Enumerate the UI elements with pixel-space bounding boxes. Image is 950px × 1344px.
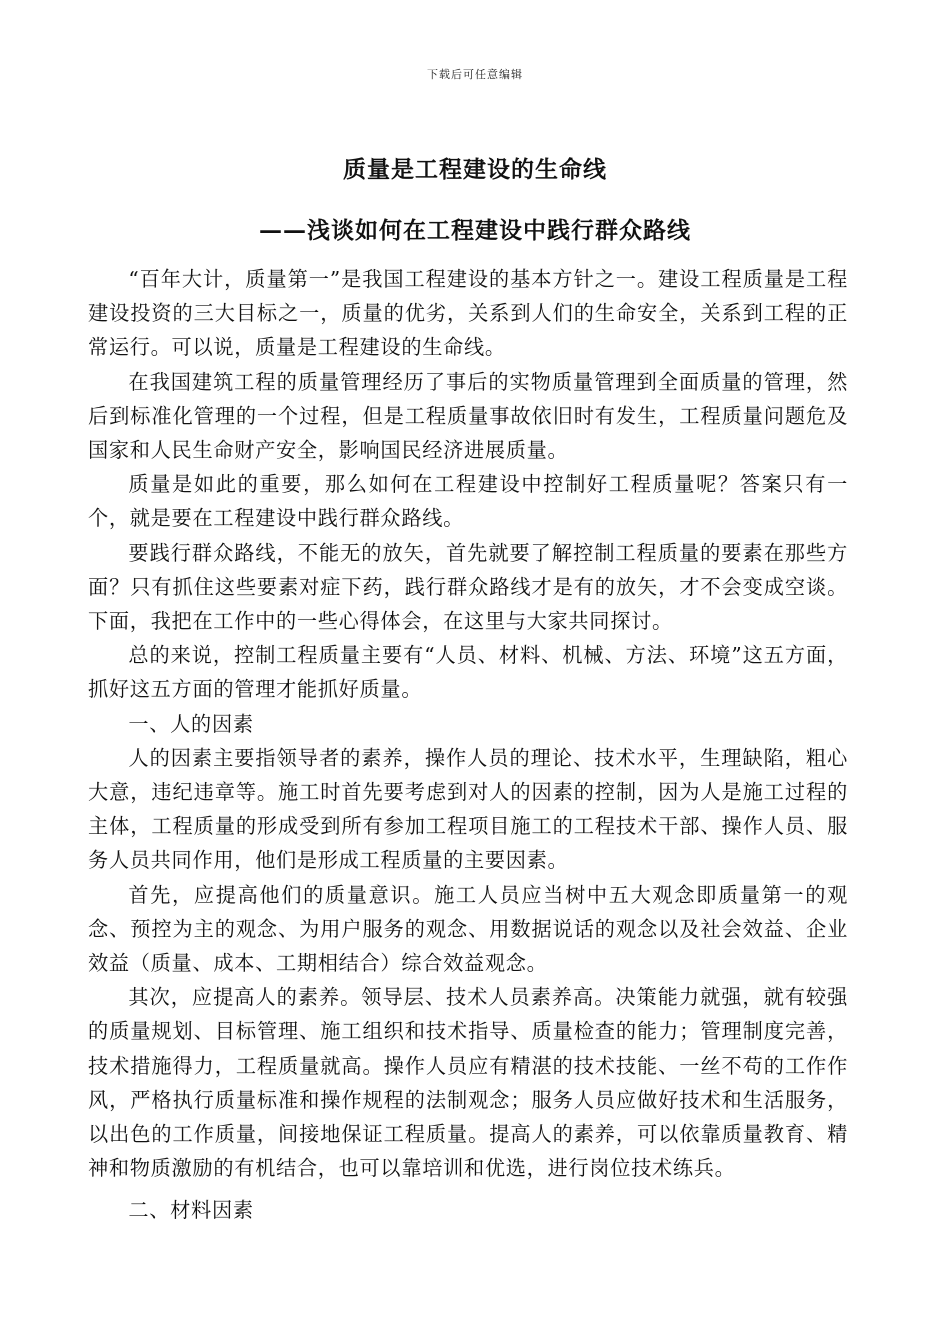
paragraph: 要践行群众路线，不能无的放矢，首先就要了解控制工程质量的要素在那些方面？只有抓住这些要素对症下药，践行群众路线才是有的放矢，才不会变成空谈。下面，我把在工作中的一些心得体会，在这里与大家共同探讨。 <box>88 540 848 634</box>
header-note: 下载后可任意编辑 <box>427 68 523 81</box>
paragraph: 其次，应提高人的素养。领导层、技术人员素养高。决策能力就强，就有较强的质量规划、目标管理、施工组织和技术指导、质量检查的能力；管理制度完善，技术措施得力，工程质量就高。操作人员应有精湛的技术技能、一丝不苟的工作作风，严格执行质量标准和操作规程的法制观念；服务人员应做好技术和生活服务，以出色的工作质量，间接地保证工程质量。提高人的素养，可以依靠质量教育、精神和物质激励的有机结合，也可以靠培训和优选，进行岗位技术练兵。 <box>88 985 848 1181</box>
paragraph: 人的因素主要指领导者的素养，操作人员的理论、技术水平，生理缺陷，粗心大意，违纪违章等。施工时首先要考虑到对人的因素的控制，因为人是施工过程的主体，工程质量的形成受到所有参加工程项目施工的工程技术干部、操作人员、服务人员共同作用，他们是形成工程质量的主要因素。 <box>88 745 848 873</box>
paragraph: 首先，应提高他们的质量意识。施工人员应当树中五大观念即质量第一的观念、预控为主的观念、为用户服务的观念、用数据说话的观念以及社会效益、企业效益（质量、成本、工期相结合）综合效益观念。 <box>88 882 848 976</box>
document-subtitle: ——浅谈如何在工程建设中践行群众路线 <box>259 217 691 244</box>
document-body <box>88 262 848 1228</box>
paragraph: “百年大计，质量第一”是我国工程建设的基本方针之一。建设工程质量是工程建设投资的三大目标之一，质量的优劣，关系到人们的生命安全，关系到工程的正常运行。可以说，质量是工程建设的生命线。 <box>88 267 848 360</box>
section-heading: 二、材料因素 <box>128 1198 254 1223</box>
document-title: 质量是工程建设的生命线 <box>343 156 607 183</box>
paragraph: 总的来说，控制工程质量主要有“人员、材料、机械、方法、环境”这五方面，抓好这五方面的管理才能抓好质量。 <box>88 643 848 702</box>
paragraph: 在我国建筑工程的质量管理经历了事后的实物质量管理到全面质量的管理，然后到标准化管理的一个过程，但是工程质量事故依旧时有发生，工程质量问题危及国家和人民生命财产安全，影响国民经济进展质量。 <box>88 369 848 463</box>
section-heading: 一、人的因素 <box>128 711 254 736</box>
paragraph: 质量是如此的重要，那么如何在工程建设中控制好工程质量呢？答案只有一个，就是要在工程建设中践行群众路线。 <box>88 472 848 531</box>
